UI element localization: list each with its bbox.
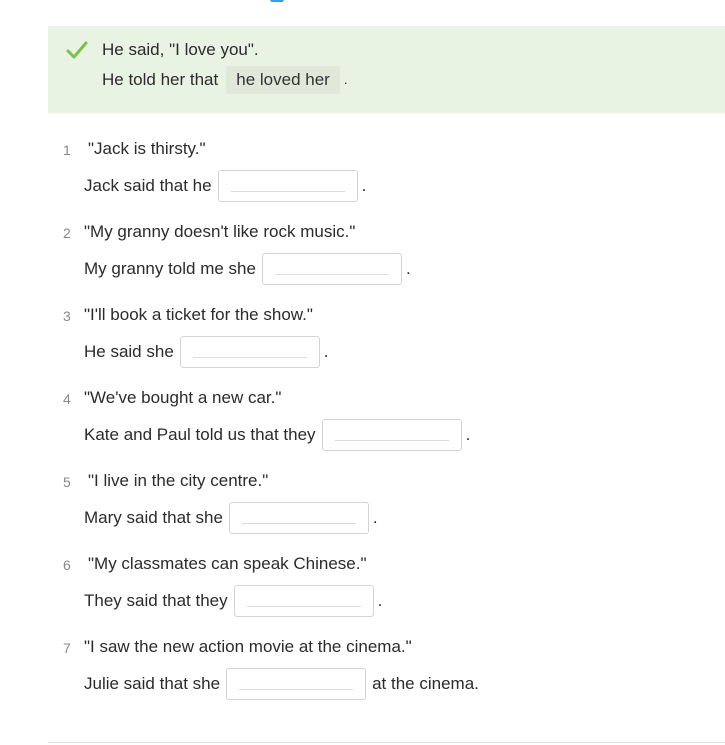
item-prefix: Mary said that she [84, 508, 223, 527]
item-prefix: Jack said that he [84, 176, 212, 195]
item-suffix: . [361, 176, 367, 195]
item-answer-line [84, 502, 378, 534]
item-answer-line [84, 170, 366, 202]
item-number: 3 [63, 308, 71, 324]
item-suffix: at the cinema. [372, 674, 479, 693]
item-answer-line [84, 668, 479, 700]
example-box [48, 26, 725, 113]
answer-input[interactable] [234, 585, 374, 617]
item-prefix: Julie said that she [84, 674, 221, 693]
example-suffix: . [343, 72, 348, 87]
item-answer-line [84, 253, 411, 285]
bottom-divider [48, 742, 725, 743]
item-number: 1 [63, 142, 71, 158]
example-answer-line [102, 66, 347, 94]
item-suffix: . [323, 342, 329, 361]
answer-input[interactable] [180, 336, 320, 368]
item-prefix: They said that they [84, 591, 228, 610]
example-answer: he loved her [226, 66, 340, 94]
answer-input[interactable] [218, 170, 358, 202]
item-answer-line [84, 336, 329, 368]
answer-input[interactable] [262, 253, 402, 285]
page-heading-fragment [270, 0, 360, 2]
item-quote: "I live in the city centre." [88, 471, 269, 490]
item-number: 6 [63, 557, 71, 573]
item-quote: "Jack is thirsty." [88, 139, 206, 158]
heading-glyph-fragment [270, 0, 284, 2]
item-prefix: Kate and Paul told us that they [84, 425, 316, 444]
item-number: 7 [63, 640, 71, 656]
item-suffix: . [405, 259, 411, 278]
item-quote: "My classmates can speak Chinese." [88, 554, 367, 573]
item-quote: "I'll book a ticket for the show." [84, 305, 313, 324]
example-quote: He said, "I love you". [102, 40, 259, 59]
answer-input[interactable] [226, 668, 366, 700]
answer-input[interactable] [229, 502, 369, 534]
item-number: 2 [63, 225, 71, 241]
example-prefix: He told her that [102, 70, 219, 89]
item-number: 4 [63, 391, 71, 407]
item-prefix: My granny told me she [84, 259, 256, 278]
answer-input[interactable] [322, 419, 462, 451]
item-number: 5 [63, 474, 71, 490]
item-quote: "I saw the new action movie at the cinema." [84, 637, 412, 656]
item-answer-line [84, 419, 470, 451]
item-quote: "We've bought a new car." [84, 388, 282, 407]
checkmark-icon [66, 40, 88, 60]
item-quote: "My granny doesn't like rock music." [84, 222, 356, 241]
item-prefix: He said she [84, 342, 174, 361]
item-suffix: . [377, 591, 383, 610]
item-answer-line [84, 585, 382, 617]
item-suffix: . [465, 425, 471, 444]
item-suffix: . [372, 508, 378, 527]
